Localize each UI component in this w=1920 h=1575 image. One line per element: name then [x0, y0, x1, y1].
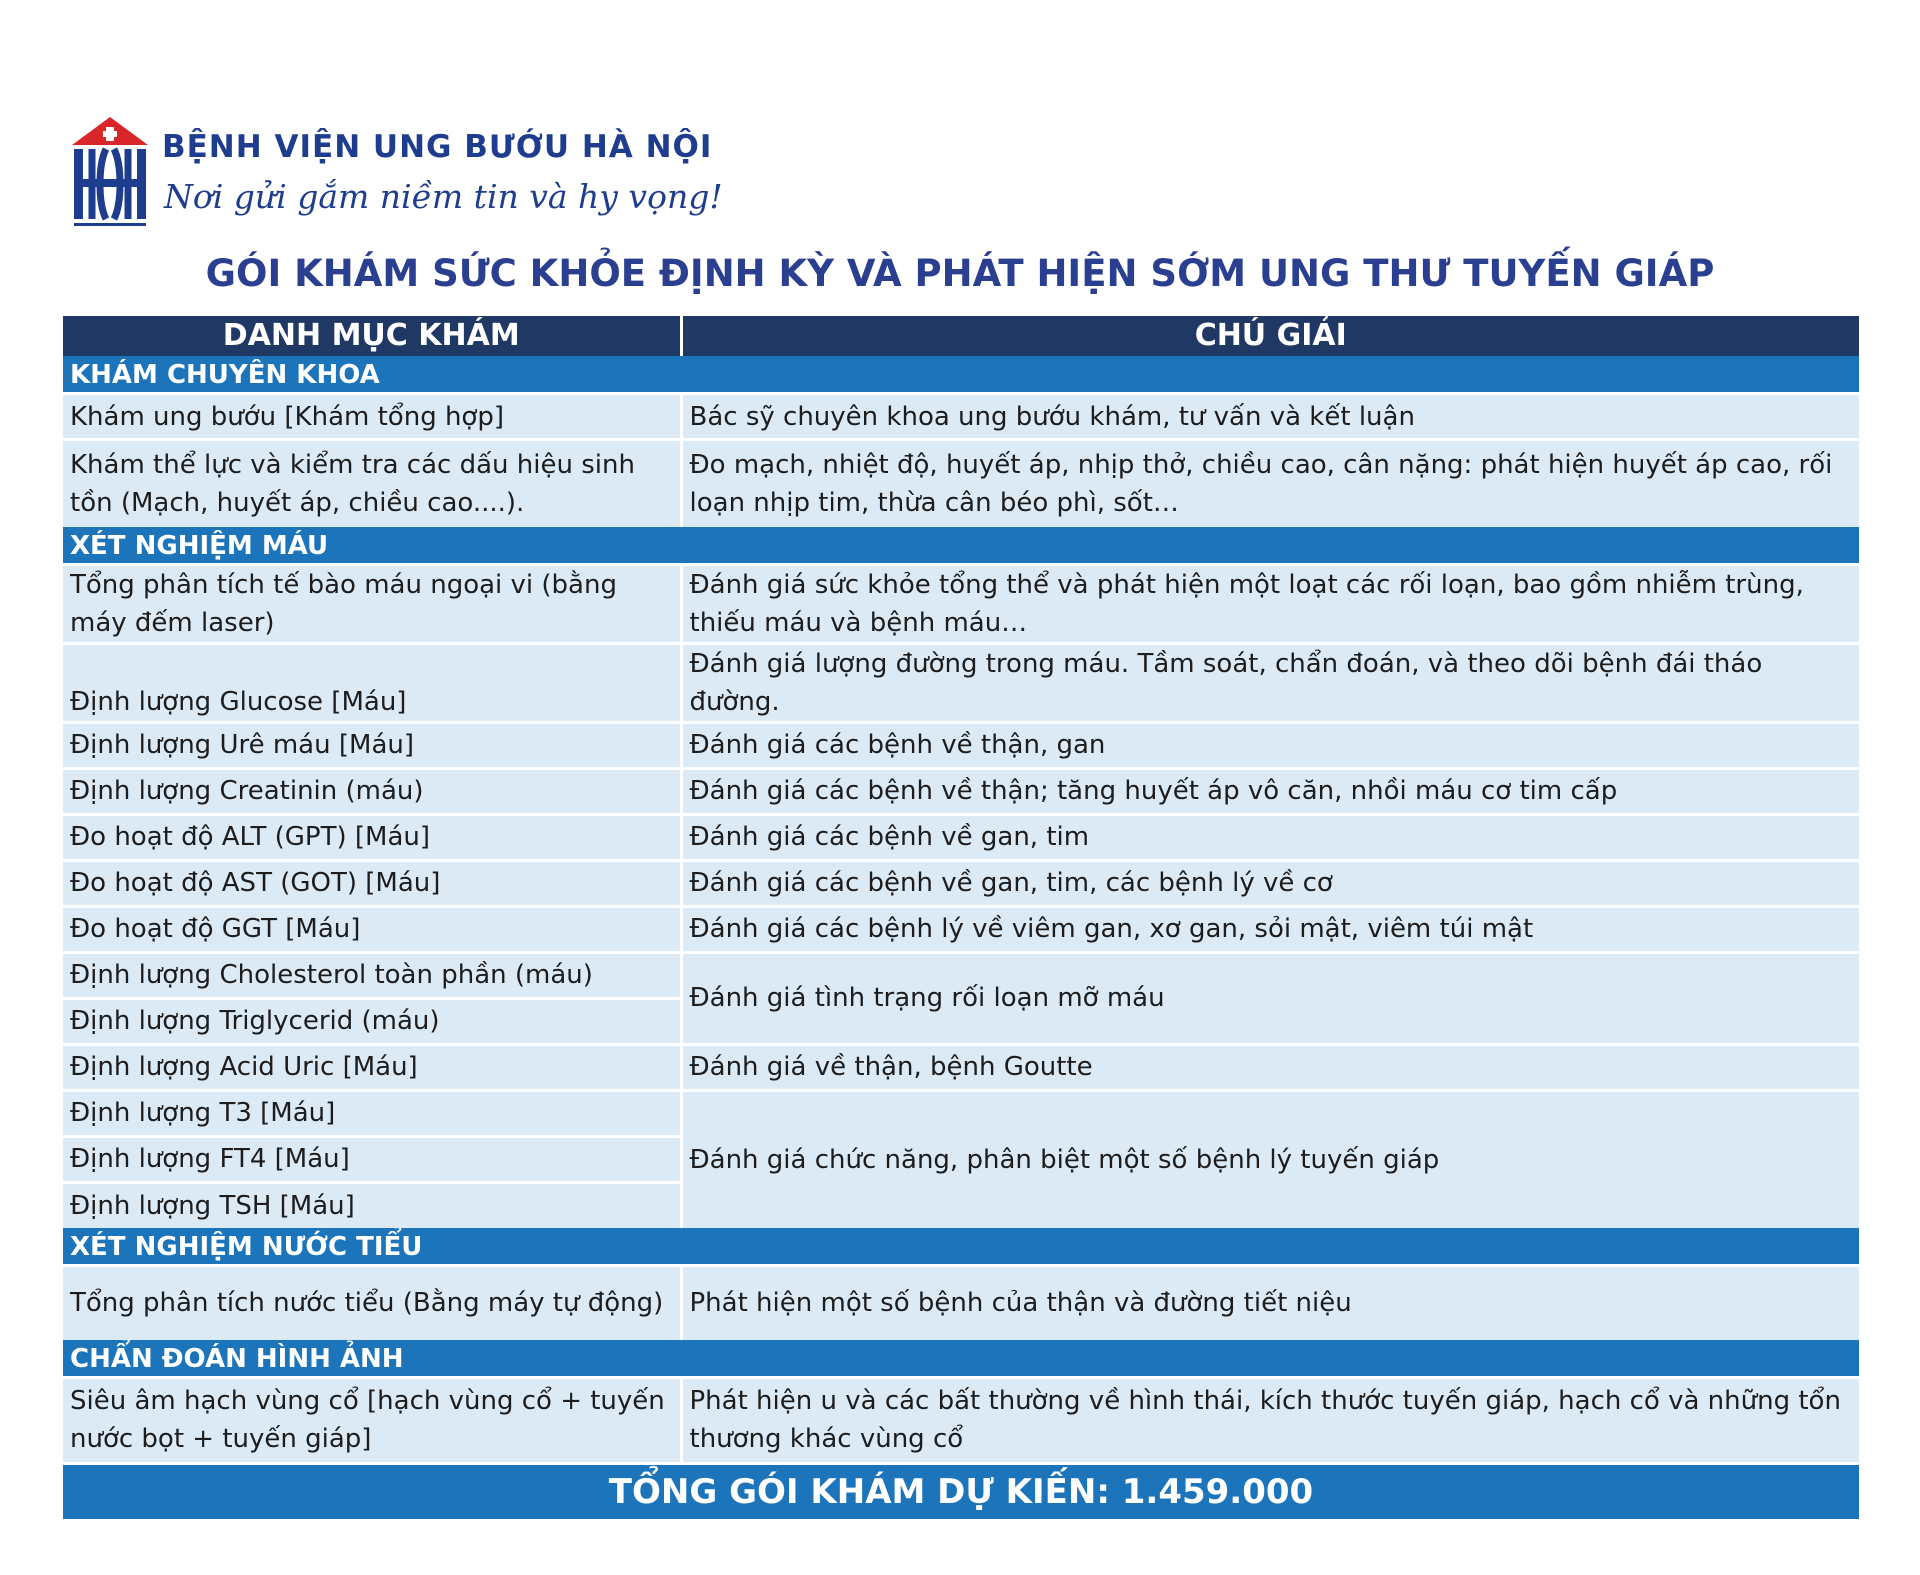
- exam-item: Tổng phân tích nước tiểu (Bằng máy tự động): [63, 1266, 681, 1340]
- hospital-logo-icon: [70, 115, 150, 231]
- table-row: [63, 768, 1859, 814]
- exam-item: Định lượng Creatinin (máu): [63, 768, 681, 814]
- exam-item: Tổng phân tích tế bào máu ngoại vi (bằng máy đếm laser): [63, 564, 681, 643]
- table-row: [63, 1377, 1859, 1463]
- table-row: [63, 860, 1859, 906]
- table-row: [63, 1090, 1859, 1136]
- exam-item: Định lượng Urê máu [Máu]: [63, 722, 681, 768]
- table-row: [63, 643, 1859, 722]
- exam-note: Đánh giá chức năng, phân biệt một số bệnh lý tuyến giáp: [681, 1090, 1859, 1228]
- exam-item: Đo hoạt độ GGT [Máu]: [63, 906, 681, 952]
- table-row: [63, 814, 1859, 860]
- exam-item: Định lượng FT4 [Máu]: [63, 1136, 681, 1182]
- exam-item: Định lượng Acid Uric [Máu]: [63, 1044, 681, 1090]
- table-row: [63, 906, 1859, 952]
- exam-package-table: [63, 316, 1859, 1519]
- exam-item: Định lượng T3 [Máu]: [63, 1090, 681, 1136]
- table-row: [63, 952, 1859, 998]
- exam-item: Khám thể lực và kiểm tra các dấu hiệu sinh tồn (Mạch, huyết áp, chiều cao....).: [63, 440, 681, 527]
- table-row: [63, 564, 1859, 643]
- exam-note: Đánh giá sức khỏe tổng thể và phát hiện một loạt các rối loạn, bao gồm nhiễm trùng, thiếu máu và bệnh máu…: [681, 564, 1859, 643]
- column-header-items: DANH MỤC KHÁM: [63, 316, 681, 356]
- exam-item: Đo hoạt độ AST (GOT) [Máu]: [63, 860, 681, 906]
- exam-note: Bác sỹ chuyên khoa ung bướu khám, tư vấn và kết luận: [681, 394, 1859, 440]
- exam-item: Định lượng TSH [Máu]: [63, 1182, 681, 1228]
- hospital-logo-block: [70, 115, 723, 233]
- exam-note: Đo mạch, nhiệt độ, huyết áp, nhịp thở, chiều cao, cân nặng: phát hiện huyết áp cao, rối loạn nhịp tim, thừa cân béo phì, sốt…: [681, 440, 1859, 527]
- total-row: [63, 1463, 1859, 1519]
- section-header-specialist: [63, 356, 1859, 394]
- package-total: TỔNG GÓI KHÁM DỰ KIẾN: 1.459.000: [63, 1463, 1859, 1519]
- column-header-notes: CHÚ GIẢI: [681, 316, 1859, 356]
- hospital-name: BỆNH VIỆN UNG BƯỚU HÀ NỘI: [162, 129, 713, 165]
- exam-item: Định lượng Glucose [Máu]: [63, 643, 681, 722]
- section-title: XÉT NGHIỆM MÁU: [63, 527, 1859, 565]
- exam-note: Đánh giá về thận, bệnh Goutte: [681, 1044, 1859, 1090]
- exam-note: Phát hiện một số bệnh của thận và đường tiết niệu: [681, 1266, 1859, 1340]
- exam-note: Đánh giá các bệnh về thận, gan: [681, 722, 1859, 768]
- section-title: KHÁM CHUYÊN KHOA: [63, 356, 1859, 394]
- table-row: [63, 722, 1859, 768]
- exam-note: Đánh giá tình trạng rối loạn mỡ máu: [681, 952, 1859, 1044]
- table-row: [63, 1044, 1859, 1090]
- section-header-urine-tests: [63, 1228, 1859, 1266]
- section-header-imaging: [63, 1340, 1859, 1378]
- section-header-blood-tests: [63, 527, 1859, 565]
- table-row: [63, 394, 1859, 440]
- section-title: XÉT NGHIỆM NƯỚC TIỂU: [63, 1228, 1859, 1266]
- hospital-tagline: Nơi gửi gắm niềm tin và hy vọng!: [164, 177, 723, 216]
- exam-item: Đo hoạt độ ALT (GPT) [Máu]: [63, 814, 681, 860]
- exam-item: Khám ung bướu [Khám tổng hợp]: [63, 394, 681, 440]
- table-row: [63, 1266, 1859, 1340]
- section-title: CHẨN ĐOÁN HÌNH ẢNH: [63, 1340, 1859, 1378]
- exam-note: Đánh giá các bệnh về gan, tim: [681, 814, 1859, 860]
- exam-item: Định lượng Triglycerid (máu): [63, 998, 681, 1044]
- table-header-row: [63, 316, 1859, 356]
- exam-note: Đánh giá các bệnh về thận; tăng huyết áp vô căn, nhồi máu cơ tim cấp: [681, 768, 1859, 814]
- exam-note: Đánh giá các bệnh về gan, tim, các bệnh lý về cơ: [681, 860, 1859, 906]
- exam-note: Đánh giá các bệnh lý về viêm gan, xơ gan, sỏi mật, viêm túi mật: [681, 906, 1859, 952]
- exam-item: Định lượng Cholesterol toàn phần (máu): [63, 952, 681, 998]
- exam-note: Phát hiện u và các bất thường về hình thái, kích thước tuyến giáp, hạch cổ và những tổn thương khác vùng cổ: [681, 1377, 1859, 1463]
- exam-note: Đánh giá lượng đường trong máu. Tầm soát, chẩn đoán, và theo dõi bệnh đái tháo đường.: [681, 643, 1859, 722]
- table-row: [63, 440, 1859, 527]
- package-title: GÓI KHÁM SỨC KHỎE ĐỊNH KỲ VÀ PHÁT HIỆN SỚM UNG THƯ TUYẾN GIÁP: [205, 252, 1715, 295]
- exam-item: Siêu âm hạch vùng cổ [hạch vùng cổ + tuyến nước bọt + tuyến giáp]: [63, 1377, 681, 1463]
